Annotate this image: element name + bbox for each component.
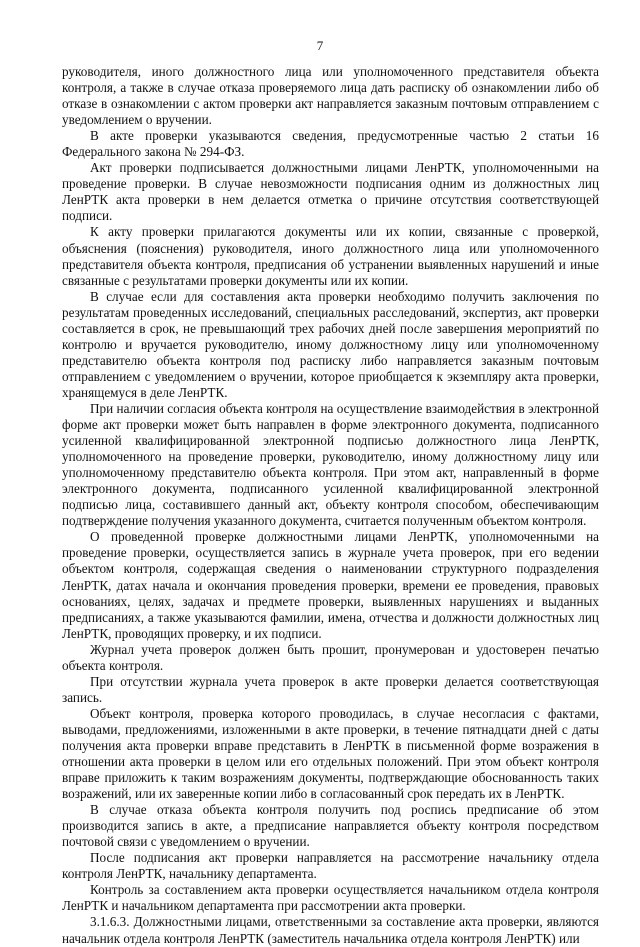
- paragraph-5: В случае если для составления акта проверки необходимо получить заключения по результатам проведенных исследований, специальных расследований, экспертиз, акт проверки составляется в срок, не превышающий трех рабочих дней после завершения мероприятий по контролю и вручается руководителю, иному должностному лицу или уполномоченному представителю объекта контроля под расписку либо направляется заказным почтовым отправлением с уведомлением о вручении, которое приобщается к экземпляру акта проверки, хранящемуся в деле ЛенРТК.: [62, 288, 599, 400]
- document-body: [62, 64, 599, 947]
- page-number: 7: [316, 38, 324, 53]
- paragraph-8: Журнал учета проверок должен быть прошит, пронумерован и удостоверен печатью объекта контроля.: [62, 641, 599, 673]
- paragraph-13: Контроль за составлением акта проверки осуществляется начальником отдела контроля ЛенРТК и начальником департамента при рассмотрении акта проверки.: [62, 882, 599, 914]
- paragraph-7: О проведенной проверке должностными лицами ЛенРТК, уполномоченными на проведение проверки, осуществляется запись в журнале учета проверок, при его ведении объектом контроля, содержащая сведения о наименовании структурного подразделения ЛенРТК, датах начала и окончания проведения проверки, времени ее проведения, правовых основаниях, целях, задачах и предмете проверки, выявленных нарушениях и выданных предписаниях, а также указываются фамилии, имена, отчества и должности должностных лиц ЛенРТК, проводящих проверку, и их подписи.: [62, 529, 599, 641]
- paragraph-3: Акт проверки подписывается должностными лицами ЛенРТК, уполномоченными на проведение проверки. В случае невозможности подписания одним из должностных лиц ЛенРТК акта проверки в нем делается отметка о причине отсутствия соответствующей подписи.: [62, 160, 599, 224]
- paragraph-2: В акте проверки указываются сведения, предусмотренные частью 2 статьи 16 Федерального закона № 294-ФЗ.: [62, 128, 599, 160]
- paragraph-6: При наличии согласия объекта контроля на осуществление взаимодействия в электронной форме акт проверки может быть направлен в форме электронного документа, подписанного усиленной квалифицированной электронной подписью должностного лица ЛенРТК, уполномоченного на проведение проверки, руководителю, иному должностному лицу или уполномоченному представителю объекта контроля. При этом акт, направленный в форме электронного документа, подписанного усиленной квалифицированной электронной подписью лица, составившего данный акт, объекту контроля способом, обеспечивающим подтверждение получения указанного документа, считается полученным объектом контроля.: [62, 400, 599, 529]
- paragraph-1: руководителя, иного должностного лица или уполномоченного представителя объекта контроля, а также в случае отказа проверяемого лица дать расписку об ознакомлении либо об отказе в ознакомлении с актом проверки акт направляется заказным почтовым отправлением с уведомлением о вручении.: [62, 64, 599, 128]
- paragraph-9: При отсутствии журнала учета проверок в акте проверки делается соответствующая запись.: [62, 673, 599, 705]
- paragraph-14: 3.1.6.3. Должностными лицами, ответственными за составление акта проверки, являются начальник отдела контроля ЛенРТК (заместитель начальника отдела контроля ЛенРТК) или: [62, 914, 599, 946]
- paragraph-12: После подписания акт проверки направляется на рассмотрение начальнику отдела контроля ЛенРТК, начальнику департамента.: [62, 850, 599, 882]
- paragraph-11: В случае отказа объекта контроля получить под роспись предписание об этом производится запись в акте, а предписание направляется объекту контроля посредством почтовой связи с уведомлением о вручении.: [62, 802, 599, 850]
- paragraph-10: Объект контроля, проверка которого проводилась, в случае несогласия с фактами, выводами, предложениями, изложенными в акте проверки, в течение пятнадцати дней с даты получения акта проверки вправе представить в ЛенРТК в письменной форме возражения в отношении акта проверки в целом или его отдельных положений. При этом объект контроля вправе приложить к таким возражениям документы, подтверждающие обоснованность таких возражений, или их заверенные копии либо в согласованный срок передать их в ЛенРТК.: [62, 705, 599, 802]
- paragraph-4: К акту проверки прилагаются документы или их копии, связанные с проверкой, объяснения (пояснения) руководителя, иного должностного лица или уполномоченного представителя объекта контроля, предписания об устранении выявленных нарушений и иные связанные с результатами проверки документы или их копии.: [62, 224, 599, 288]
